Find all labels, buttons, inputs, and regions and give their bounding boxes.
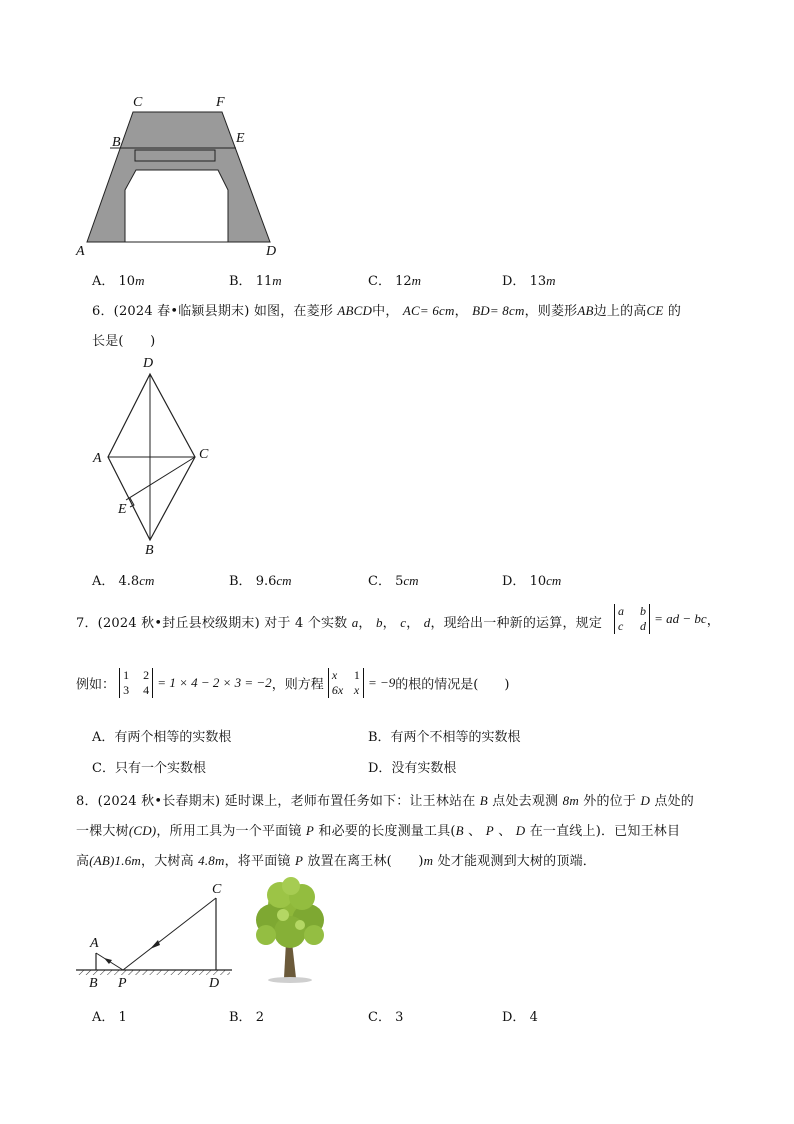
q7-option-c[interactable]: C．只有一个实数根 — [92, 761, 206, 776]
q7-option-a[interactable]: A．有两个相等的实数根 — [92, 730, 232, 745]
q7-option-d[interactable]: D．没有实数根 — [368, 761, 457, 776]
q8-stem-line1: 8．(2024 秋•长春期末) 延时课上，老师布置任务如下：让王林站在 B 点处去观测 8m 外的位于 D 点处的 — [76, 793, 694, 809]
q6-option-b[interactable]: B． 9.6cm — [229, 573, 292, 589]
fig5-label-a: A — [76, 244, 85, 259]
fig5-label-d: D — [266, 244, 277, 259]
q8-option-c[interactable]: C． 3 — [368, 1010, 404, 1025]
determinant-equation: x 1 6x x — [328, 668, 364, 698]
q5-option-a[interactable]: A． 10m — [92, 273, 145, 289]
q7-option-b[interactable]: B．有两个不相等的实数根 — [368, 730, 521, 745]
fig6-label-c: C — [199, 447, 209, 462]
fig8-label-p: P — [118, 976, 127, 991]
q8-option-a[interactable]: A． 1 — [92, 1010, 127, 1025]
q6-option-d[interactable]: D． 10cm — [502, 573, 562, 589]
tree-icon — [256, 877, 324, 983]
fig6-label-a: A — [93, 451, 102, 466]
q7-definition-determinant: a b c d = ad − bc， — [614, 604, 720, 634]
q5-option-d[interactable]: D． 13m — [502, 273, 556, 289]
q6-option-a[interactable]: A． 4.8cm — [92, 573, 155, 589]
q7-stem-line1: 7．(2024 秋•封丘县校级期末) 对于 4 个实数 a， b， c， d，现给出一种新的运算，规定 — [76, 615, 603, 631]
determinant-abcd: a b c d — [614, 604, 650, 634]
q8-stem-line3: 高(AB)1.6m，大树高 4.8m，将平面镜 P 放置在离王林( )m 处才能观测到大树的顶端． — [76, 853, 596, 869]
q7-stem-line2: 例如： 1 2 3 4 = 1 × 4 − 2 × 3 = −2，则方程 x 1 6x x = −9的根的情况是( ) — [76, 668, 510, 697]
q5-option-c[interactable]: C． 12m — [368, 273, 422, 289]
q8-stem-line2: 一棵大树(CD)，所用工具为一个平面镜 P 和必要的长度测量工具(B 、 P 、 D 在一直线上)．已知王林目 — [76, 823, 681, 839]
fig8-label-a: A — [90, 936, 99, 951]
ground-hatching — [78, 970, 230, 975]
ray-cp — [123, 898, 216, 970]
fig8-label-d: D — [209, 976, 220, 991]
q8-option-b[interactable]: B． 2 — [229, 1010, 264, 1025]
determinant-example: 1 2 3 4 — [119, 668, 153, 698]
q6-option-c[interactable]: C． 5cm — [368, 573, 419, 589]
fig6-label-e: E — [118, 502, 127, 517]
fig6-label-b: B — [145, 543, 154, 558]
fig5-label-f: F — [216, 95, 225, 110]
fig5-label-e: E — [236, 131, 245, 146]
fig5-label-b: B — [112, 135, 121, 150]
q6-stem-line1: 6．(2024 春•临颍县期末) 如图，在菱形 ABCD中， AC= 6cm， BD= 8cm，则菱形AB边上的高CE 的 — [92, 303, 682, 319]
fig8-label-b: B — [89, 976, 98, 991]
arrow-on-cp — [150, 940, 160, 949]
q5-option-b[interactable]: B． 11m — [229, 273, 282, 289]
fig6-label-d: D — [143, 356, 154, 371]
fig8-label-c: C — [212, 882, 222, 897]
arrow-on-pa — [104, 958, 112, 964]
fig5-label-c: C — [133, 95, 143, 110]
q8-option-d[interactable]: D． 4 — [502, 1010, 538, 1025]
q6-stem-line2: 长是( ) — [92, 334, 156, 349]
